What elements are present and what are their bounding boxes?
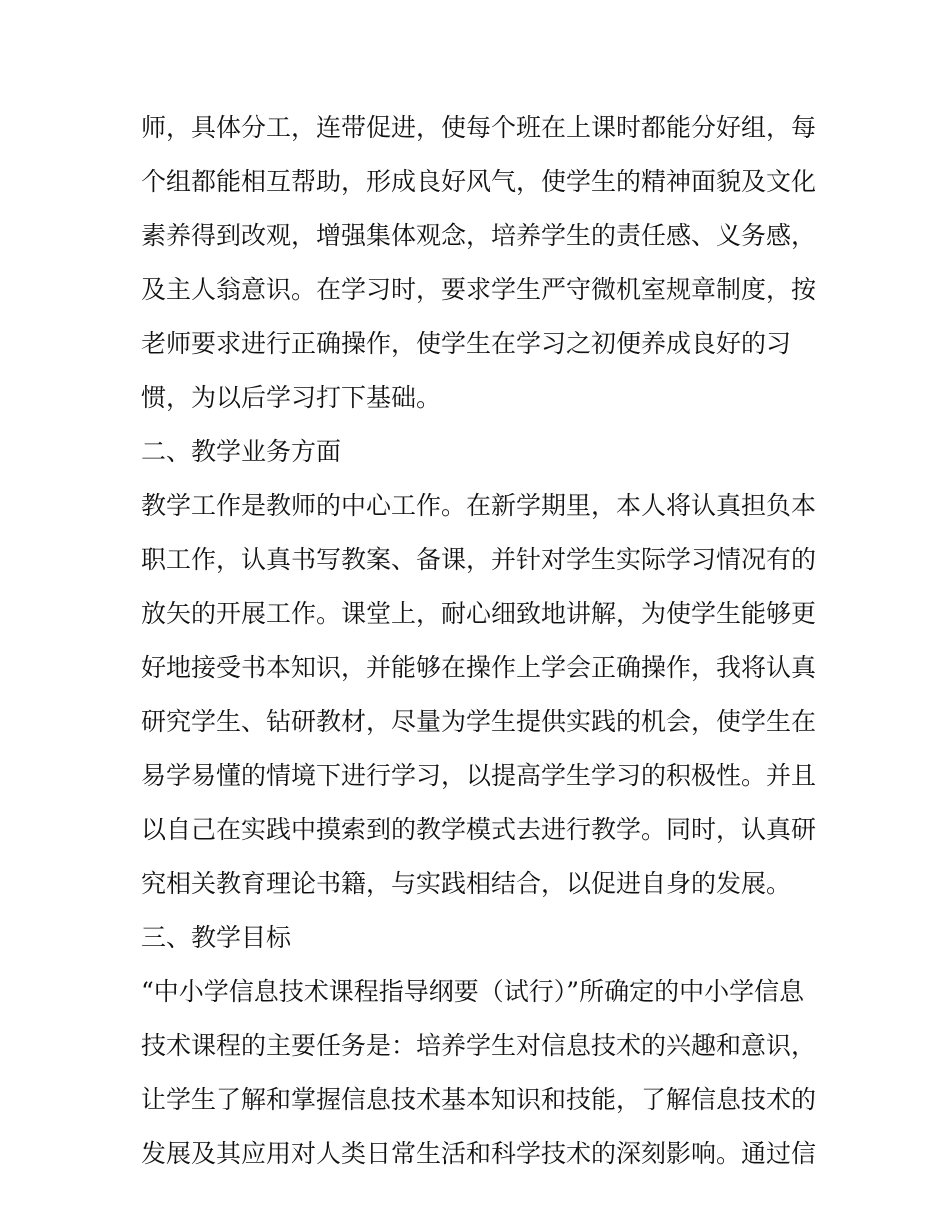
paragraph-line: “中小学信息技术课程指导纲要（试行）”所确定的中小学信息 (141, 977, 805, 1006)
paragraph-line: 职工作，认真书写教案、备课，并针对学生实际学习情况有的 (141, 545, 817, 574)
paragraph-line: 教学工作是教师的中心工作。在新学期里，本人将认真担负本 (141, 491, 817, 520)
paragraph-line: 技术课程的主要任务是：培养学生对信息技术的兴趣和意识， (141, 1031, 817, 1060)
paragraph-line: 发展及其应用对人类日常生活和科学技术的深刻影响。通过信 (141, 1139, 817, 1168)
paragraph-line: 究相关教育理论书籍，与实践相结合，以促进自身的发展。 (141, 869, 792, 898)
paragraph-line: 让学生了解和掌握信息技术基本知识和技能，了解信息技术的 (141, 1085, 817, 1114)
paragraph-line: 及主人翁意识。在学习时，要求学生严守微机室规章制度，按 (141, 275, 817, 304)
paragraph-line: 研究学生、钻研教材，尽量为学生提供实践的机会，使学生在 (141, 707, 817, 736)
paragraph-line: 好地接受书本知识，并能够在操作上学会正确操作，我将认真 (141, 653, 817, 682)
section-heading: 三、教学目标 (141, 923, 292, 952)
paragraph-line: 放矢的开展工作。课堂上，耐心细致地讲解，为使学生能够更 (141, 599, 817, 628)
paragraph-line: 易学易懂的情境下进行学习，以提高学生学习的积极性。并且 (141, 761, 817, 790)
section-heading: 二、教学业务方面 (141, 437, 342, 466)
paragraph-line: 以自己在实践中摸索到的教学模式去进行教学。同时，认真研 (141, 815, 817, 844)
paragraph-line: 师，具体分工，连带促进，使每个班在上课时都能分好组，每 (141, 113, 817, 142)
paragraph-line: 惯，为以后学习打下基础。 (141, 383, 442, 412)
paragraph-line: 个组都能相互帮助，形成良好风气，使学生的精神面貌及文化 (141, 167, 817, 196)
paragraph-line: 素养得到改观，增强集体观念，培养学生的责任感、义务感， (141, 221, 817, 250)
paragraph-line: 老师要求进行正确操作，使学生在学习之初便养成良好的习 (141, 329, 792, 358)
